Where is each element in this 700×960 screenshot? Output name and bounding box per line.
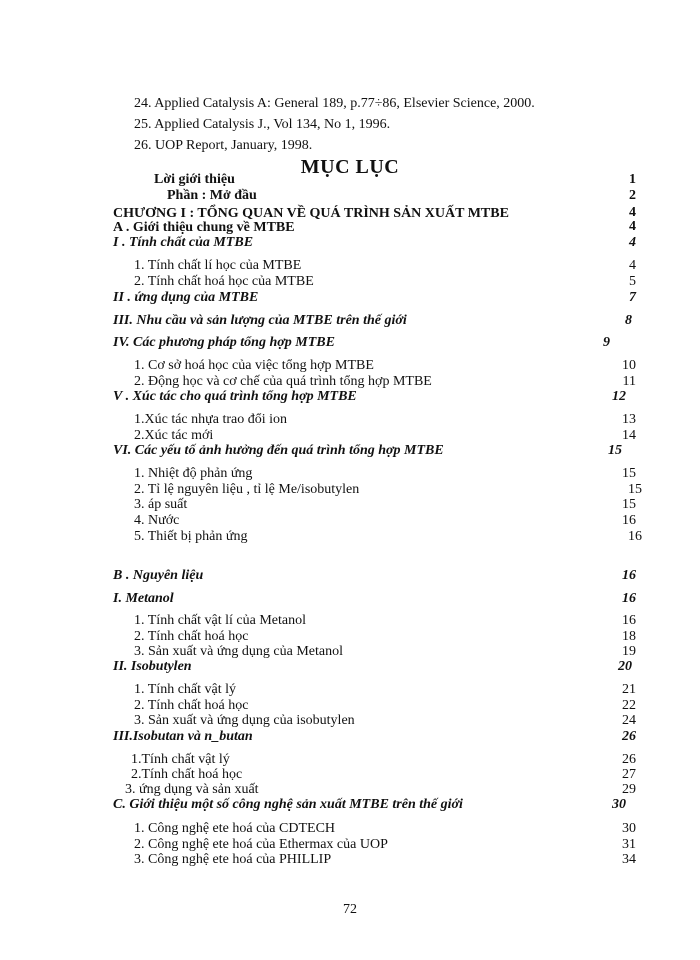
toc-entry: 1. Tính chất lí học của MTBE (134, 258, 302, 273)
toc-page: 29 (622, 782, 636, 797)
toc-page: 26 (622, 729, 636, 744)
toc-entry: 2. Công nghệ ete hoá của Ethermax của UOP (134, 837, 388, 852)
toc-page: 4 (629, 205, 636, 220)
toc-entry: 1.Xúc tác nhựa trao đổi ion (134, 412, 287, 427)
toc-entry: 1. Tính chất vật lí của Metanol (134, 613, 306, 628)
toc-entry: Lời giới thiệu (154, 172, 235, 187)
toc-page: 30 (612, 797, 626, 812)
toc-entry: C. Giới thiệu một số công nghệ sản xuất MTBE trên thế giới (113, 797, 463, 812)
toc-entry: B . Nguyên liệu (113, 568, 204, 583)
toc-entry: 2. Tỉ lệ nguyên liệu , tỉ lệ Me/isobutylen (134, 482, 360, 497)
reference-item: 24. Applied Catalysis A: General 189, p.77÷86, Elsevier Science, 2000. (134, 96, 535, 111)
toc-entry: 1. Công nghệ ete hoá của CDTECH (134, 821, 336, 836)
toc-entry: 3. Công nghệ ete hoá của PHILLIP (134, 852, 332, 867)
toc-page: 9 (603, 335, 610, 350)
toc-entry: 1. Cơ sở hoá học của việc tổng hợp MTBE (134, 358, 374, 373)
toc-page: 7 (629, 290, 636, 305)
toc-page: 31 (622, 837, 636, 852)
toc-entry: 3. ứng dụng và sản xuất (125, 782, 259, 797)
toc-entry: 2. Tính chất hoá học của MTBE (134, 274, 314, 289)
toc-entry: I. Metanol (113, 591, 174, 606)
toc-entry: IV. Các phương pháp tổng hợp MTBE (113, 335, 335, 350)
toc-page: 20 (618, 659, 632, 674)
toc-page: 24 (622, 713, 636, 728)
toc-entry: 5. Thiết bị phản ứng (134, 529, 248, 544)
toc-entry: 2.Xúc tác mới (134, 428, 214, 443)
toc-page: 15 (628, 482, 642, 497)
toc-page: 16 (622, 613, 636, 628)
toc-page: 16 (628, 529, 642, 544)
toc-entry: 3. áp suất (134, 497, 188, 512)
toc-entry: 2. Động học và cơ chế của quá trình tổng hợp MTBE (134, 374, 432, 389)
toc-entry: A . Giới thiệu chung về MTBE (113, 220, 295, 235)
toc-entry: 3. Sản xuất và ứng dụng của isobutylen (134, 713, 355, 728)
toc-page: 19 (622, 644, 636, 659)
toc-page: 34 (622, 852, 636, 867)
toc-page: 27 (622, 767, 636, 782)
toc-page: 18 (622, 629, 636, 644)
toc-page: 4 (629, 235, 636, 250)
toc-page: 15 (622, 466, 636, 481)
toc-page: 10 (622, 358, 636, 373)
reference-item: 25. Applied Catalysis J., Vol 134, No 1, 1996. (134, 117, 391, 132)
toc-page: 13 (622, 412, 636, 427)
toc-entry: 3. Sản xuất và ứng dụng của Metanol (134, 644, 343, 659)
toc-entry: 4. Nước (134, 513, 180, 528)
toc-entry: II . ứng dụng của MTBE (113, 290, 259, 305)
toc-entry: I . Tính chất của MTBE (113, 235, 254, 250)
toc-page: 12 (612, 389, 626, 404)
toc-page: 16 (622, 568, 636, 583)
toc-page: 26 (622, 752, 636, 767)
toc-page: 21 (622, 682, 636, 697)
toc-entry: 2. Tính chất hoá học (134, 698, 249, 713)
toc-title: MỤC LỤC (300, 156, 400, 178)
toc-entry: II. Isobutylen (113, 659, 192, 674)
toc-page: 16 (622, 591, 636, 606)
toc-entry: III.Isobutan và n_butan (113, 729, 253, 744)
toc-page: 15 (608, 443, 622, 458)
toc-page: 8 (625, 313, 632, 328)
toc-entry: III. Nhu cầu và sản lượng của MTBE trên thế giới (113, 313, 407, 328)
toc-entry: Phần : Mở đầu (167, 188, 257, 203)
reference-item: 26. UOP Report, January, 1998. (134, 138, 313, 153)
toc-page: 14 (622, 428, 636, 443)
toc-page: 11 (622, 374, 636, 389)
toc-page: 4 (629, 258, 636, 273)
toc-entry: 1. Tính chất vật lý (134, 682, 236, 697)
toc-page: 16 (622, 513, 636, 528)
page-number: 72 (343, 902, 357, 917)
toc-entry: 1. Nhiệt độ phản ứng (134, 466, 253, 481)
toc-entry: V . Xúc tác cho quá trình tổng hợp MTBE (113, 389, 357, 404)
toc-page: 5 (629, 274, 636, 289)
toc-entry: VI. Các yếu tố ảnh hưởng đến quá trình tổng hợp MTBE (113, 443, 444, 458)
toc-page: 30 (622, 821, 636, 836)
toc-entry: 2. Tính chất hoá học (134, 629, 249, 644)
toc-page: 2 (629, 188, 636, 203)
toc-entry: 2.Tính chất hoá học (131, 767, 243, 782)
toc-page: 22 (622, 698, 636, 713)
toc-entry: CHƯƠNG I : TỔNG QUAN VỀ QUÁ TRÌNH SẢN XUẤT MTBE (113, 206, 509, 221)
toc-entry: 1.Tính chất vật lý (131, 752, 230, 767)
toc-page: 1 (629, 172, 636, 187)
toc-page: 4 (629, 219, 636, 234)
toc-page: 15 (622, 497, 636, 512)
